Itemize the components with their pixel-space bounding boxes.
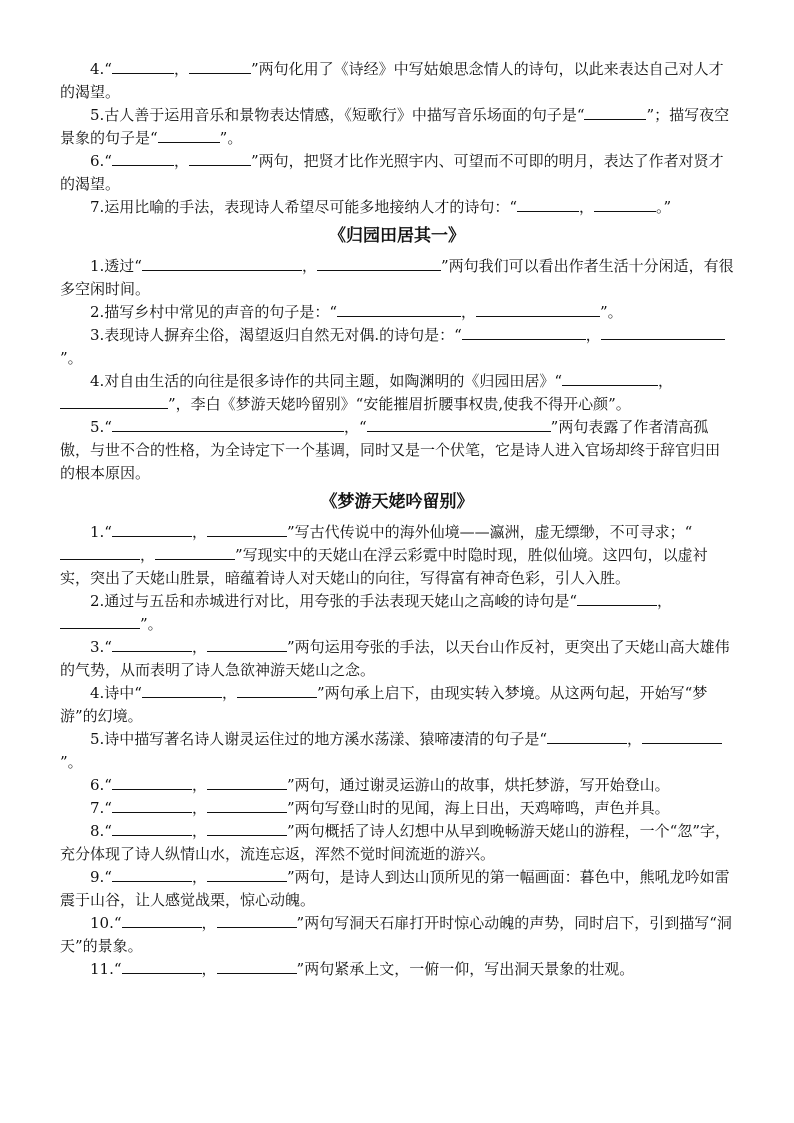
answer-blank[interactable] (562, 371, 658, 386)
answer-blank[interactable] (112, 637, 192, 652)
question-6: 6.“ ， ”两句，通过谢灵运游山的故事，烘托梦游，写开始登山。 (90, 776, 670, 794)
question-1: 1.透过“ ， ”两句我们可以看出作者生活十分闲适，有很多空闲时间。 (60, 257, 734, 298)
answer-blank[interactable] (112, 775, 192, 790)
answer-blank[interactable] (601, 325, 725, 340)
answer-blank[interactable] (237, 683, 317, 698)
question-2: 2.描写乡村中常见的声音的句子是：“ ， ”。 (90, 303, 623, 321)
question-5: 5.诗中描写著名诗人谢灵运住过的地方溪水荡漾、猿啼凄清的句子是“ ，”。 (60, 728, 734, 774)
answer-blank[interactable] (112, 417, 344, 432)
answer-blank[interactable] (112, 867, 192, 882)
answer-blank[interactable] (189, 151, 251, 166)
answer-blank[interactable] (207, 821, 287, 836)
answer-blank[interactable] (158, 128, 220, 143)
answer-blank[interactable] (517, 197, 579, 212)
section-title-mengyoutianmu: 《梦游天姥吟留别》 (320, 492, 474, 512)
answer-blank[interactable] (112, 59, 174, 74)
answer-blank[interactable] (142, 256, 302, 271)
answer-blank[interactable] (122, 959, 202, 974)
answer-blank[interactable] (142, 683, 222, 698)
question-1: 1.“ ， ”写古代传说中的海外仙境——瀛洲，虚无缥缈，不可寻求；“， ”写现实中的天姥山在浮云彩霓中时隐时现，胜似仙境。这四句，以虚衬实，突出了天姥山胜景，暗蕴着诗人对天姥山的向往，写得富有神奇色彩，引人入胜。 (60, 523, 708, 587)
answer-blank[interactable] (337, 302, 461, 317)
question-7: 7.运用比喻的手法，表现诗人希望尽可能多地接纳人才的诗句：“ ， 。” (90, 198, 672, 216)
question-8: 8.“ ， ”两句概括了诗人幻想中从早到晚畅游天姥山的游程，一个“忽”字，充分体现了诗人纵情山水，流连忘返，浑然不觉时间流逝的游兴。 (60, 822, 731, 863)
question-3: 3.表现诗人摒弃尘俗，渴望返归自然无对偶.的诗句是：“ ，”。 (60, 324, 734, 370)
worksheet-page (60, 58, 734, 981)
question-3: 3.“ ， ”两句运用夸张的手法，以天台山作反衬，更突出了天姥山高大雄伟的气势，从而表明了诗人急欲神游天姥山之念。 (60, 638, 730, 679)
question-4: 4.“ ， ”两句化用了《诗经》中写姑娘思念情人的诗句，以此来表达自己对人才的渴望。 (60, 60, 724, 101)
answer-blank[interactable] (207, 867, 287, 882)
answer-blank[interactable] (476, 302, 600, 317)
answer-blank[interactable] (112, 522, 192, 537)
answer-blank[interactable] (112, 798, 192, 813)
answer-blank[interactable] (317, 256, 441, 271)
question-4: 4.对自由生活的向往是很多诗作的共同主题，如陶渊明的《归园田居》“ ，”，李白《梦游天姥吟留别》“安能摧眉折腰事权贵,使我不得开心颜”。 (60, 370, 734, 416)
answer-blank[interactable] (584, 105, 646, 120)
answer-blank[interactable] (462, 325, 586, 340)
answer-blank[interactable] (217, 959, 297, 974)
question-11: 11.“ ， ”两句紧承上文，一俯一仰，写出洞天景象的壮观。 (90, 960, 635, 978)
question-2: 2.通过与五岳和赤城进行对比，用夸张的手法表现天姥山之高峻的诗句是“ ，”。 (60, 590, 734, 636)
answer-blank[interactable] (207, 522, 287, 537)
section-title-guiyuantianju: 《归园田居其一》 (329, 226, 465, 246)
question-10: 10.“ ， ”两句写洞天石扉打开时惊心动魄的声势，同时启下，引到描写“洞天”的景象。 (60, 914, 732, 955)
answer-blank[interactable] (122, 913, 202, 928)
answer-blank[interactable] (60, 545, 140, 560)
question-9: 9.“ ， ”两句，是诗人到达山顶所见的第一幅画面：暮色中，熊吼龙吟如雷震于山谷，让人感觉战栗，惊心动魄。 (60, 868, 730, 909)
answer-blank[interactable] (207, 775, 287, 790)
answer-blank[interactable] (60, 394, 168, 409)
answer-blank[interactable] (217, 913, 297, 928)
answer-blank[interactable] (207, 798, 287, 813)
question-5: 5.“ ，“ ”两句表露了作者清高孤傲，与世不合的性格，为全诗定下一个基调，同时又是一个伏笔，它是诗人进入官场却终于辞官归田的根本原因。 (60, 418, 721, 482)
answer-blank[interactable] (547, 729, 627, 744)
answer-blank[interactable] (207, 637, 287, 652)
answer-blank[interactable] (594, 197, 656, 212)
answer-blank[interactable] (112, 821, 192, 836)
answer-blank[interactable] (155, 545, 235, 560)
answer-blank[interactable] (577, 591, 657, 606)
answer-blank[interactable] (367, 417, 551, 432)
answer-blank[interactable] (112, 151, 174, 166)
question-6: 6.“ ， ”两句，把贤才比作光照宇内、可望而不可即的明月，表达了作者对贤才的渴望。 (60, 152, 724, 193)
question-4: 4.诗中“ ， ”两句承上启下，由现实转入梦境。从这两句起，开始写“梦游”的幻境。 (60, 684, 708, 725)
question-5: 5.古人善于运用音乐和景物表达情感，《短歌行》中描写音乐场面的句子是“ ”；描写夜空景象的句子是“ ”。 (60, 106, 730, 147)
answer-blank[interactable] (642, 729, 722, 744)
question-7: 7.“ ， ”两句写登山时的见闻，海上日出，天鸡啼鸣，声色并具。 (90, 799, 670, 817)
answer-blank[interactable] (60, 614, 140, 629)
answer-blank[interactable] (189, 59, 251, 74)
